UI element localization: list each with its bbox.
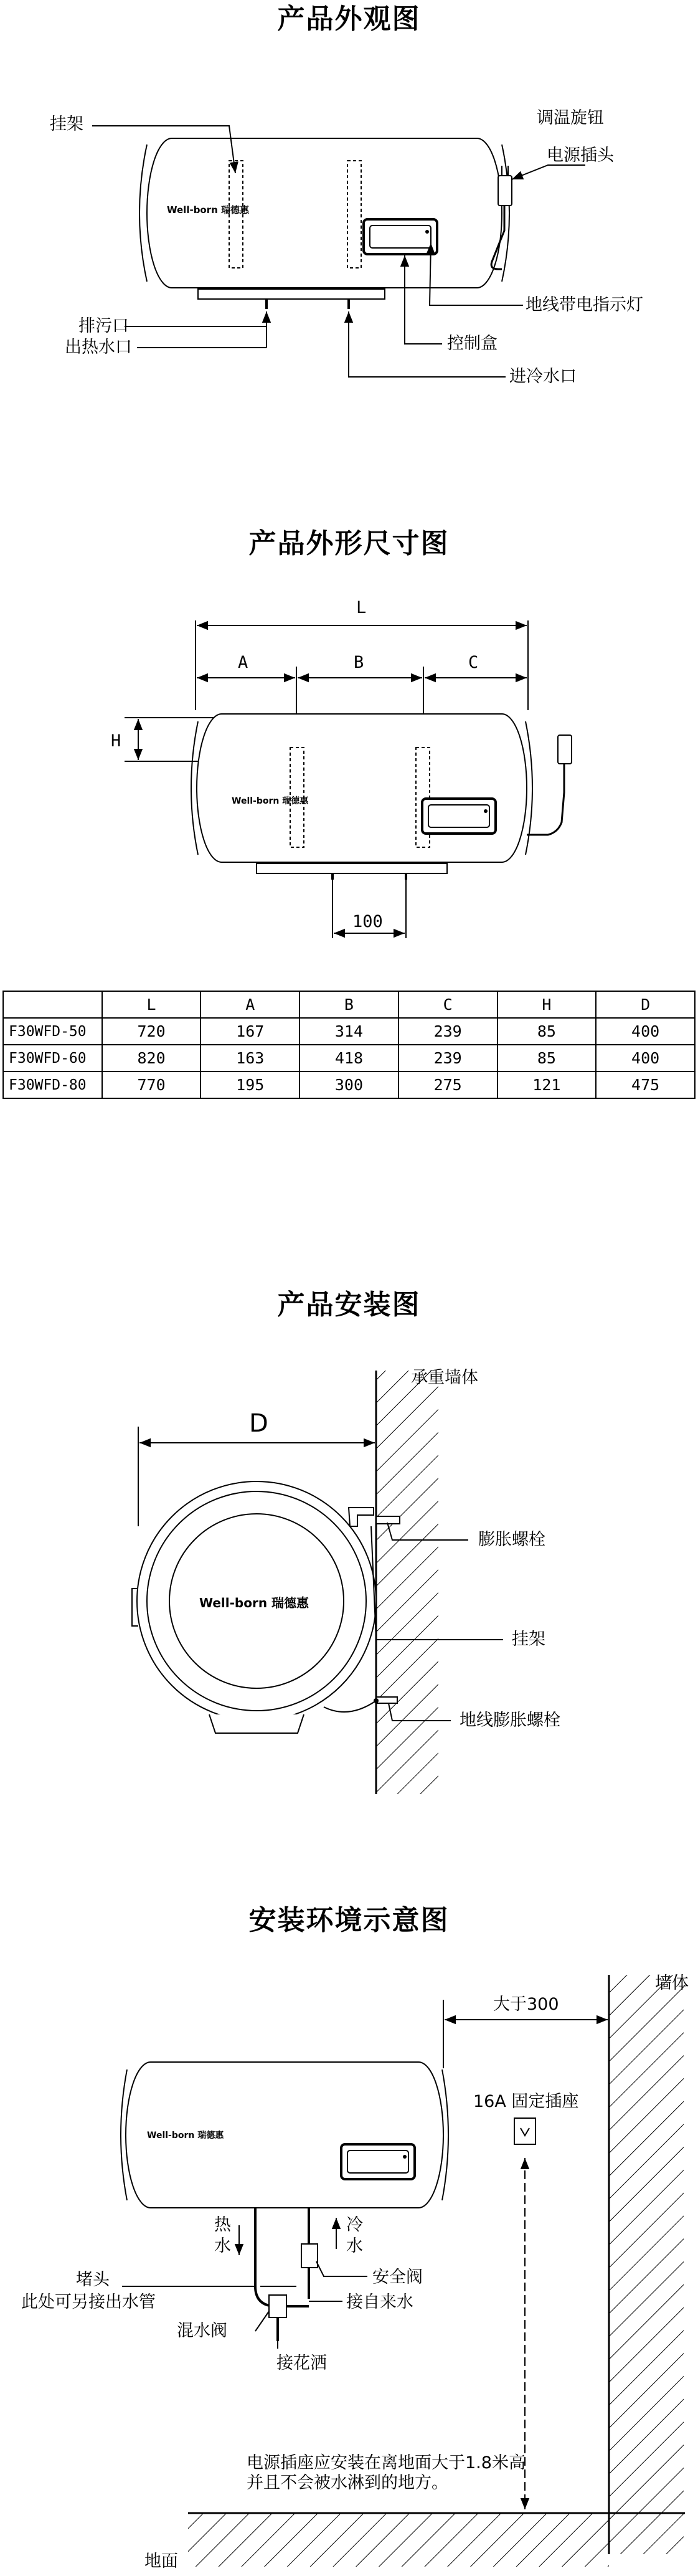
- table-header-cell: C: [399, 991, 498, 1018]
- dim-D-label: D: [249, 1409, 268, 1438]
- label-hanger: 挂架: [512, 1630, 545, 1649]
- dim-L-label: L: [356, 598, 367, 617]
- dim-A-label: A: [238, 653, 248, 672]
- floor: [188, 2513, 609, 2567]
- table-cell: 770: [102, 1072, 201, 1098]
- label-control-box: 控制盒: [447, 334, 498, 353]
- table-header-cell: A: [200, 991, 299, 1018]
- label-tap-inlet: 接自来水: [346, 2293, 413, 2312]
- table-header-cell: D: [596, 991, 695, 1018]
- table-cell: 820: [102, 1045, 201, 1072]
- control-box: [422, 799, 496, 834]
- heater-tank: [139, 138, 509, 299]
- table-cell: 239: [399, 1045, 498, 1072]
- section-title-appearance: 产品外观图: [277, 3, 421, 35]
- dimension-table: [2, 991, 696, 1099]
- table-cell-model: F30WFD-60: [3, 1045, 102, 1072]
- label-extra-outlet: 此处可另接出水管: [21, 2293, 156, 2312]
- install-note-line2: 并且不会被水淋到的地方。: [247, 2473, 448, 2493]
- label-drain: 排污口: [78, 316, 129, 336]
- brand-logo: Well-born 瑞德惠: [199, 1595, 309, 1610]
- control-box: [364, 219, 437, 254]
- label-mix-valve: 混水阀: [177, 2321, 227, 2341]
- dim-H-label: H: [111, 731, 121, 751]
- table-cell: 85: [498, 1018, 597, 1045]
- section-title-environment: 安装环境示意图: [248, 1904, 450, 1936]
- label-safety-valve: 安全阀: [372, 2268, 423, 2287]
- table-cell-model: F30WFD-50: [3, 1018, 102, 1045]
- label-socket: 16A 固定插座: [473, 2092, 579, 2111]
- label-ground-light: 地线带电指示灯: [526, 295, 643, 315]
- table-cell: 400: [596, 1018, 695, 1045]
- label-ground-bolt: 地线膨胀螺栓: [460, 1711, 560, 1730]
- brand-logo: Well-born 瑞德惠: [232, 796, 309, 806]
- dim-B-label: B: [354, 653, 364, 672]
- table-cell: 195: [200, 1072, 299, 1098]
- brand-logo: Well-born 瑞德惠: [167, 204, 250, 216]
- wall-hanger-bracket: [349, 1508, 374, 1526]
- dimension-diagram: [0, 561, 698, 972]
- table-cell: 121: [498, 1072, 597, 1098]
- table-row: [3, 1018, 695, 1045]
- label-cold-1: 冷: [346, 2215, 363, 2235]
- environment-diagram: [0, 1937, 698, 2576]
- dim-C-label: C: [468, 653, 479, 672]
- label-cold-2: 水: [346, 2236, 363, 2256]
- label-floor: 地面: [144, 2552, 178, 2571]
- brand-logo: Well-born 瑞德惠: [147, 2131, 224, 2141]
- table-row: [3, 1045, 695, 1072]
- side-wall: [609, 1975, 684, 2554]
- table-header-cell: H: [498, 991, 597, 1018]
- label-hot-2: 水: [214, 2236, 231, 2256]
- table-cell: 167: [200, 1018, 299, 1045]
- power-plug: [498, 176, 512, 206]
- table-cell: 239: [399, 1018, 498, 1045]
- table-cell: 418: [299, 1045, 399, 1072]
- table-cell: 400: [596, 1045, 695, 1072]
- label-hanger: 挂架: [50, 115, 83, 134]
- label-shower: 接花洒: [276, 2354, 327, 2373]
- table-cell: 720: [102, 1018, 201, 1045]
- label-plug-head: 堵头: [76, 2270, 110, 2289]
- table-cell: 85: [498, 1045, 597, 1072]
- fixed-socket: [514, 2118, 535, 2144]
- ground-expansion-bolt: [376, 1697, 397, 1703]
- table-cell: 275: [399, 1072, 498, 1098]
- table-cell: 314: [299, 1018, 399, 1045]
- table-cell-model: F30WFD-80: [3, 1072, 102, 1098]
- label-hot-outlet: 出热水口: [65, 338, 132, 357]
- appearance-diagram: [0, 37, 698, 399]
- dim-pipe-gap-label: 100: [352, 912, 383, 931]
- table-header-cell: B: [299, 991, 399, 1018]
- install-note-line1: 电源插座应安装在离地面大于1.8米高: [247, 2453, 526, 2473]
- label-bolt: 膨胀螺栓: [478, 1530, 545, 1549]
- safety-valve: [301, 2244, 318, 2268]
- table-header-cell: [3, 991, 102, 1018]
- label-gap: 大于300: [493, 1995, 559, 2014]
- control-box: [341, 2144, 415, 2179]
- label-wall: 承重墙体: [411, 1368, 478, 1387]
- table-header-cell: L: [102, 991, 201, 1018]
- table-row: [3, 1072, 695, 1098]
- table-cell: 163: [200, 1045, 299, 1072]
- table-header-row: [3, 991, 695, 1018]
- label-knob: 调温旋钮: [537, 108, 604, 128]
- installation-diagram: [0, 1321, 698, 1807]
- load-bearing-wall: [376, 1371, 438, 1794]
- label-wall: 墙体: [655, 1974, 689, 1993]
- label-hot-1: 热: [214, 2215, 231, 2235]
- label-plug: 电源插头: [547, 146, 614, 165]
- table-cell: 475: [596, 1072, 695, 1098]
- table-cell: 300: [299, 1072, 399, 1098]
- power-plug: [558, 735, 572, 764]
- label-cold-inlet: 进冷水口: [509, 367, 577, 386]
- section-title-installation: 产品安装图: [277, 1289, 421, 1321]
- heater-tank-side: [191, 714, 532, 873]
- section-title-dimensions: 产品外形尺寸图: [248, 528, 450, 559]
